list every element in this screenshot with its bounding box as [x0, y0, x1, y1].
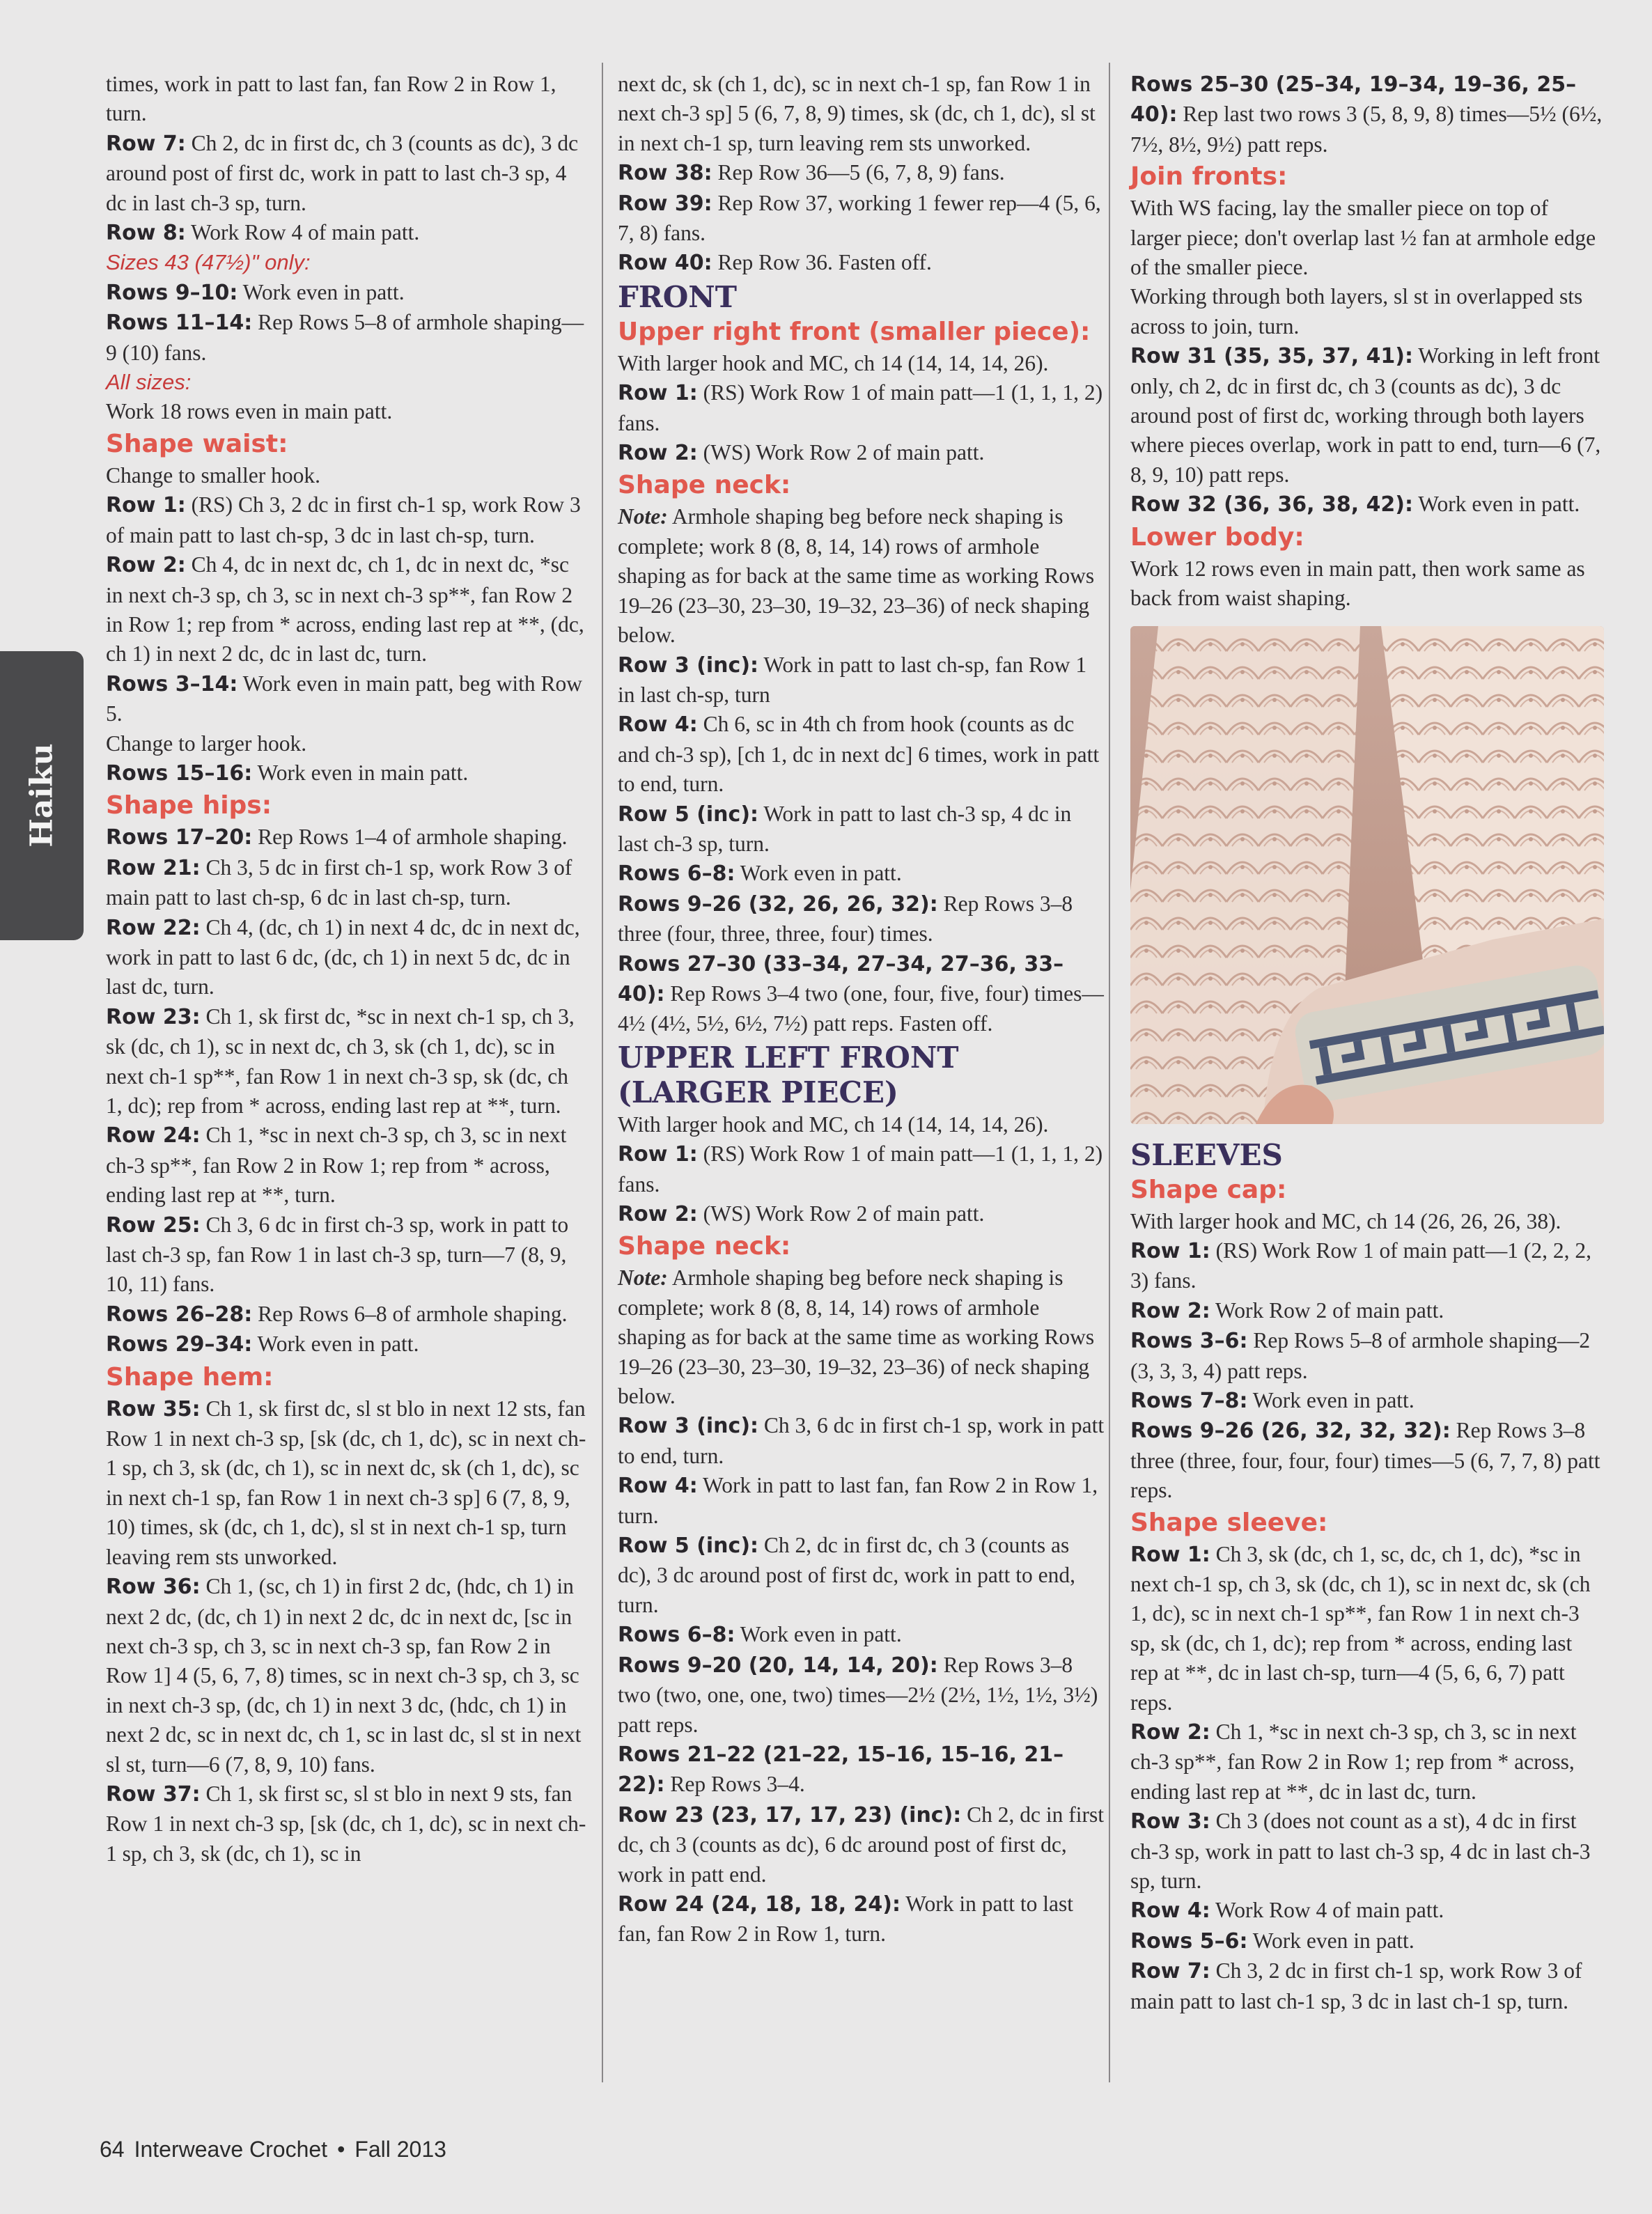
row-text: (RS) Work Row 1 of main patt—1 (1, 1, 1, 2) fans. [618, 1141, 1103, 1196]
page-number: 64 [100, 2137, 125, 2162]
row-text: Change to smaller hook. [106, 462, 320, 488]
instruction-row [618, 349, 1105, 378]
instruction-row [106, 1121, 586, 1210]
row-text: With larger hook and MC, ch 14 (14, 14, 14, 26). [618, 1112, 1049, 1137]
instruction-row [1130, 1540, 1604, 1717]
instruction-row [618, 1651, 1105, 1740]
row-label: Row 39: [618, 191, 712, 216]
row-text: Work even in patt. [1247, 1928, 1415, 1953]
column-2 [618, 70, 1105, 1949]
instruction-row [106, 550, 586, 669]
row-label: Row 31 (35, 35, 37, 41): [1130, 344, 1413, 369]
row-label: Row 5 (inc): [618, 802, 759, 827]
row-text: Rep Rows 3–4. [664, 1772, 805, 1797]
row-label: Row 25: [106, 1213, 201, 1238]
section-heading: Shape waist: [106, 429, 288, 458]
instruction-row [618, 1139, 1105, 1199]
instruction-row [618, 1199, 1105, 1229]
instruction-row [618, 650, 1105, 710]
instruction-row [106, 1002, 586, 1121]
section-heading: Lower body: [1130, 522, 1304, 552]
row-text: Armhole shaping beg before neck shaping is complete; work 8 (8, 8, 14, 14) rows of armhole shaping as for back at the same time as working Rows 19–26 (23–30, 23–30, 19–32, 23–36) of neck shaping below. [618, 504, 1095, 648]
row-label: Row 1: [618, 381, 698, 406]
row-text: Ch 3, 2 dc in first ch-1 sp, work Row 3 of main patt to last ch-1 sp, 3 dc in last ch-1 sp, turn. [1130, 1958, 1582, 2013]
instruction-row [618, 889, 1105, 949]
row-label: Row 35: [106, 1396, 201, 1421]
footer-bullet: • [337, 2137, 345, 2162]
instruction-row [618, 1740, 1105, 1800]
instruction-row [618, 1263, 1105, 1411]
row-text: Ch 1, sk first sc, sl st blo in next 9 sts, fan Row 1 in next ch-3 sp, [sk (dc, ch 1, dc), sc in next ch-1 sp, ch 3, sk (dc, ch 1), sc in [106, 1781, 586, 1866]
instruction-row [1130, 1236, 1604, 1296]
row-text: Ch 2, dc in first dc, ch 3 (counts as dc), 6 dc around post of first dc, work in patt end. [618, 1802, 1105, 1887]
row-label: Rows 9–26 (32, 26, 26, 32): [618, 891, 938, 917]
row-text: (RS) Work Row 1 of main patt—1 (2, 2, 2, 3) fans. [1130, 1238, 1591, 1293]
row-text: Work even in patt. [735, 1622, 902, 1647]
column-divider [602, 63, 603, 2082]
garment-photo [1130, 626, 1604, 1124]
row-text: Change to larger hook. [106, 731, 307, 756]
row-label: Rows 7–8: [1130, 1388, 1248, 1413]
instruction-row [618, 1110, 1105, 1139]
row-text: Work in patt to last ch-sp, fan Row 1 in last ch-sp, turn [618, 652, 1087, 707]
row-label: Row 38: [618, 161, 712, 186]
row-label: Row 3: [1130, 1809, 1210, 1834]
instruction-row [1130, 1956, 1604, 2016]
row-label: Rows 3–6: [1130, 1329, 1248, 1354]
row-label: Row 1: [1130, 1542, 1210, 1567]
row-label: Rows 21–22 (21–22, 15–16, 15–16, 21–22): [618, 1742, 1064, 1798]
row-label: Row 2: [618, 441, 698, 466]
instruction-row [106, 853, 586, 913]
row-label: Row 4: [1130, 1899, 1210, 1924]
row-label: Row 21: [106, 855, 201, 880]
row-text: With larger hook and MC, ch 14 (26, 26, 26, 38). [1130, 1208, 1561, 1233]
row-text: Rep Rows 6–8 of armhole shaping. [252, 1301, 568, 1326]
row-text: Work even in patt. [1413, 492, 1580, 517]
row-text: Work Row 2 of main patt. [1210, 1297, 1444, 1323]
row-text: Ch 1, *sc in next ch-3 sp, ch 3, sc in next ch-3 sp**, fan Row 2 in Row 1; rep from * across, ending last rep at **, dc in last dc, turn. [1130, 1720, 1577, 1804]
instruction-row [1130, 1296, 1604, 1326]
row-text: Working through both layers, sl st in overlapped sts across to join, turn. [1130, 284, 1583, 338]
instruction-row [106, 308, 586, 368]
row-label: Row 3 (inc): [618, 653, 759, 678]
row-text: Work even in patt. [237, 279, 405, 304]
issue-date: Fall 2013 [354, 2137, 446, 2162]
section-heading: Shape neck: [618, 1232, 791, 1261]
row-text: Work in patt to last ch-3 sp, 4 dc in last ch-3 sp, turn. [618, 801, 1072, 856]
row-text: Work in patt to last fan, fan Row 2 in Row 1, turn. [618, 1473, 1098, 1528]
row-text: Rep Rows 3–4 two (one, four, five, four) times—4½ (4½, 5½, 6½, 7½) patt reps. Fasten off. [618, 981, 1104, 1036]
major-heading: FRONT [618, 279, 737, 314]
row-text: (WS) Work Row 2 of main patt. [697, 1201, 985, 1226]
row-label: Row 2: [1130, 1720, 1210, 1745]
row-text: Rep Row 37, working 1 fewer rep—4 (5, 6, 7, 8) fans. [618, 190, 1101, 246]
instruction-row [106, 1394, 586, 1572]
major-heading: SLEEVES [1130, 1137, 1283, 1172]
row-text: Work even in patt. [1247, 1387, 1415, 1412]
instruction-row [1130, 1896, 1604, 1926]
column-divider [1109, 63, 1110, 2082]
row-text: Work 18 rows even in main patt. [106, 399, 393, 424]
instruction-row [1130, 1416, 1604, 1505]
row-text: Rep Rows 3–8 two (two, one, one, two) times—2½ (2½, 1½, 1½, 3½) patt reps. [618, 1652, 1098, 1737]
instruction-row [1130, 1326, 1604, 1386]
row-label: Rows 26–28: [106, 1302, 253, 1327]
instruction-row [618, 438, 1105, 468]
row-label: Row 32 (36, 36, 38, 42): [1130, 492, 1413, 517]
row-label: Row 1: [618, 1142, 698, 1167]
row-text: (RS) Ch 3, 2 dc in first ch-1 sp, work Row 3 of main patt to last ch-sp, 3 dc in last ch-sp, turn. [106, 492, 581, 547]
instruction-row [106, 823, 586, 852]
instruction-row [1130, 341, 1604, 490]
row-text: Working in left front only, ch 2, dc in first dc, ch 3 (counts as dc), 3 dc around post of first dc, working through both layers where pieces overlap, work in patt to end, turn—6 (7, 8, 9, 10) patt reps. [1130, 343, 1601, 487]
row-text: times, work in patt to last fan, fan Row 2 in Row 1, turn. [106, 72, 556, 126]
row-text: Rep Rows 3–8 three (four, three, three, four) times. [618, 891, 1073, 946]
row-label: Rows 11–14: [106, 311, 253, 336]
row-text: Work Row 4 of main patt. [1210, 1898, 1444, 1923]
column-1 [106, 70, 586, 1869]
row-label: Rows 5–6: [1130, 1928, 1248, 1954]
section-heading: Join fronts: [1130, 162, 1288, 192]
section-heading: Shape hips: [106, 791, 272, 820]
row-text: Rep Rows 5–8 of armhole shaping—2 (3, 3, 3, 4) patt reps. [1130, 1328, 1591, 1383]
note-label: Note: [618, 1265, 668, 1291]
instruction-row [618, 70, 1105, 158]
instruction-row [618, 1471, 1105, 1531]
instruction-row [106, 1572, 586, 1779]
row-text: next dc, sk (ch 1, dc), sc in next ch-1 sp, fan Row 1 in next ch-3 sp] 5 (6, 7, 8, 9) times, sk (dc, ch 1, dc), sl st in next ch-1 sp, turn leaving rem sts unworked. [618, 72, 1096, 155]
instruction-row [1130, 70, 1604, 159]
row-text: Armhole shaping beg before neck shaping is complete; work 8 (8, 8, 14, 14) rows of armhole shaping as for back at the same time as working Rows 19–26 (23–30, 23–30, 19–32, 23–36) of neck shaping below. [618, 1265, 1095, 1409]
row-label: Row 24 (24, 18, 18, 24): [618, 1892, 901, 1917]
instruction-row [1130, 194, 1604, 282]
row-label: Row 24: [106, 1123, 201, 1148]
lace-sleeve-image [1130, 626, 1604, 1124]
instruction-row [1130, 1807, 1604, 1896]
instruction-row [1130, 1207, 1604, 1236]
row-label: Row 7: [1130, 1959, 1210, 1984]
size-note: All sizes: [106, 370, 192, 395]
row-text: Ch 1, sk first dc, *sc in next ch-1 sp, ch 3, sk (dc, ch 1), sc in next dc, ch 3, sk (ch 1, dc), sc in next ch-1 sp**, fan Row 1 in next ch-3 sp, sk (dc, ch 1, dc); rep from * across, ending last rep at **, turn. [106, 1004, 575, 1118]
row-text: (WS) Work Row 2 of main patt. [697, 440, 985, 465]
row-text: Rep Rows 3–8 three (three, four, four, four) times—5 (6, 7, 7, 8) patt reps. [1130, 1418, 1600, 1503]
row-text: Work Row 4 of main patt. [185, 220, 420, 245]
section-tab [0, 651, 84, 940]
instruction-row [618, 710, 1105, 799]
row-text: With WS facing, lay the smaller piece on top of larger piece; don't overlap last ½ fan at armhole edge of the smaller piece. [1130, 196, 1596, 280]
instruction-row [618, 1620, 1105, 1650]
instruction-row [618, 158, 1105, 188]
section-tab-label: Haiku [24, 743, 60, 848]
instruction-row [1130, 554, 1604, 614]
row-label: Rows 3–14: [106, 671, 238, 696]
instruction-row [618, 1800, 1105, 1889]
instruction-row [618, 800, 1105, 859]
row-label: Row 4: [618, 712, 698, 738]
instruction-row [106, 1300, 586, 1330]
row-text: Ch 3, 5 dc in first ch-1 sp, work Row 3 of main patt to last ch-sp, 6 dc in last ch-sp, turn. [106, 855, 572, 910]
row-text: Ch 1, (sc, ch 1) in first 2 dc, (hdc, ch 1) in next 2 dc, (dc, ch 1) in next 2 dc, dc in next dc, [sc in next ch-3 sp, ch 3, sc in next ch-3 sp, fan Row 2 in Row 1] 4 (5, 6, 7, 8) times, sc in next ch-3 sp, ch 3, sc in next ch-3 sp, (dc, ch 1) in next 3 dc, (hdc, ch 1) in next 2 dc, sc in next dc, ch 1, sc in last dc, sl st in next sl st, turn—6 (7, 8, 9, 10) fans. [106, 1574, 582, 1777]
row-text: Ch 3, sk (dc, ch 1, sc, dc, ch 1, dc), *sc in next ch-1 sp, ch 3, sk (dc, ch 1), sc in next dc, sk (ch 1, dc), sc in next ch-1 sp**, fan Row 1 in next ch-3 sp, sk (dc, ch 1, dc); rep from * across, ending last rep at **, dc in last ch-sp, turn—4 (5, 6, 6, 7) patt reps. [1130, 1541, 1591, 1715]
row-label: Row 40: [618, 251, 712, 276]
section-heading: Shape cap: [1130, 1175, 1287, 1204]
instruction-row [1130, 490, 1604, 520]
row-label: Row 37: [106, 1782, 201, 1807]
row-label: Row 36: [106, 1575, 201, 1600]
magazine-name: Interweave Crochet [134, 2137, 328, 2162]
note-label: Note: [618, 504, 668, 529]
row-text: Ch 2, dc in first dc, ch 3 (counts as dc), 3 dc around post of first dc, work in patt to end, turn. [618, 1533, 1075, 1617]
instruction-row [618, 189, 1105, 249]
row-label: Rows 29–34: [106, 1332, 253, 1357]
instruction-row [1130, 1717, 1604, 1807]
row-label: Row 8: [106, 221, 186, 246]
row-text: Ch 3, 6 dc in first ch-3 sp, work in patt to last ch-3 sp, fan Row 1 in last ch-3 sp, turn—7 (8, 9, 10, 11) fans. [106, 1212, 569, 1297]
section-heading: Shape neck: [618, 471, 791, 500]
instruction-row [106, 1779, 586, 1869]
row-text: Ch 1, sk first dc, sl st blo in next 12 sts, fan Row 1 in next ch-3 sp, [sk (dc, ch 1, dc), sc in next ch-1 sp, ch 3, sk (dc, ch 1), sc in next dc, sk (ch 1, dc), sc in next ch-1 sp, fan Row 1 in next ch-3 sp] 6 (7, 8, 9, 10) times, sk (dc, ch 1, dc), sl st in next ch-1 sp, turn leaving rem sts unworked. [106, 1396, 586, 1569]
row-text: Work even in patt. [735, 861, 902, 886]
row-label: Rows 9–26 (26, 32, 32, 32): [1130, 1419, 1451, 1444]
row-label: Row 7: [106, 131, 186, 156]
row-label: Rows 9–10: [106, 280, 238, 305]
row-text: Ch 3 (does not count as a st), 4 dc in first ch-3 sp, work in patt to last ch-3 sp, 4 dc in last ch-3 sp, turn. [1130, 1809, 1591, 1894]
row-text: Ch 1, *sc in next ch-3 sp, ch 3, sc in next ch-3 sp**, fan Row 2 in Row 1; rep from * across, ending last rep at **, turn. [106, 1123, 567, 1208]
row-text: Work 12 rows even in main patt, then work same as back from waist shaping. [1130, 556, 1585, 611]
row-text: Rep Rows 5–8 of armhole shaping—9 (10) fans. [106, 310, 584, 365]
section-heading: Shape hem: [106, 1362, 274, 1391]
column-3-top [1130, 70, 1604, 614]
instruction-row [618, 378, 1105, 438]
instruction-row [1130, 282, 1604, 341]
instruction-row [1130, 1386, 1604, 1416]
row-label: Row 1: [106, 493, 186, 518]
row-text: Rep Row 36—5 (6, 7, 8, 9) fans. [712, 160, 1005, 185]
row-text: Ch 3, 6 dc in first ch-1 sp, work in patt to end, turn. [618, 1413, 1105, 1468]
size-note: Sizes 43 (47½)" only: [106, 250, 311, 275]
row-text: Ch 4, (dc, ch 1) in next 4 dc, dc in next dc, work in patt to last 6 dc, (dc, ch 1) in next 5 dc, dc in last dc, turn. [106, 914, 580, 999]
row-text: Ch 2, dc in first dc, ch 3 (counts as dc), 3 dc around post of first dc, work in patt to last ch-3 sp, 4 dc in last ch-3 sp, turn. [106, 130, 579, 215]
instruction-row [106, 278, 586, 308]
instruction-row [106, 490, 586, 550]
page-footer [100, 2137, 456, 2162]
row-text: Rep last two rows 3 (5, 8, 9, 8) times—5½ (6½, 7½, 8½, 9½) patt reps. [1130, 102, 1603, 157]
instruction-row [106, 129, 586, 218]
row-label: Row 1: [1130, 1238, 1210, 1263]
row-text: Work even in main patt, beg with Row 5. [106, 671, 583, 726]
row-label: Rows 17–20: [106, 825, 253, 850]
section-heading: Upper right front (smaller piece): [618, 317, 1091, 346]
row-text: Work in patt to last fan, fan Row 2 in Row 1, turn. [618, 1891, 1073, 1947]
instruction-row [106, 1330, 586, 1359]
row-text: With larger hook and MC, ch 14 (14, 14, 14, 26). [618, 350, 1049, 375]
instruction-row [618, 1889, 1105, 1949]
row-label: Row 4: [618, 1474, 698, 1499]
row-text: Ch 4, dc in next dc, ch 1, dc in next dc, *sc in next ch-3 sp, ch 3, sc in next ch-3 sp**, fan Row 2 in Row 1; rep from * across, ending last rep at **, (dc, ch 1) in next 2 dc, dc in last dc, turn. [106, 552, 584, 666]
row-label: Row 5 (inc): [618, 1534, 759, 1559]
row-label: Rows 27–30 (33–34, 27–34, 27–36, 33–40): [618, 951, 1064, 1006]
instruction-row [106, 1210, 586, 1300]
instruction-row [106, 758, 586, 788]
row-label: Row 2: [106, 553, 186, 578]
instruction-row [618, 859, 1105, 889]
row-label: Row 2: [1130, 1298, 1210, 1323]
row-label: Rows 9–20 (20, 14, 14, 20): [618, 1653, 938, 1678]
instruction-row [618, 502, 1105, 650]
column-3-bottom [1130, 1138, 1604, 2017]
row-label: Rows 6–8: [618, 862, 735, 887]
column-3 [1130, 70, 1604, 2016]
row-label: Rows 6–8: [618, 1623, 735, 1648]
row-label: Rows 25–30 (25–34, 19–34, 19–36, 25–40): [1130, 72, 1577, 127]
row-label: Row 23 (23, 17, 17, 23) (inc): [618, 1802, 962, 1827]
instruction-row [106, 729, 586, 758]
section-heading: Shape sleeve: [1130, 1508, 1328, 1537]
instruction-row [618, 1411, 1105, 1471]
instruction-row [106, 218, 586, 248]
instruction-row [618, 949, 1105, 1039]
row-label: Row 3 (inc): [618, 1414, 759, 1439]
row-text: Rep Row 36. Fasten off. [712, 250, 932, 275]
row-text: Work even in patt. [252, 1332, 419, 1357]
instruction-row [106, 461, 586, 490]
major-heading: UPPER LEFT FRONT (LARGER PIECE) [618, 1040, 959, 1109]
instruction-row [1130, 1926, 1604, 1956]
row-text: (RS) Work Row 1 of main patt—1 (1, 1, 1, 2) fans. [618, 380, 1103, 435]
row-text: Work even in main patt. [252, 760, 469, 785]
row-label: Row 23: [106, 1004, 201, 1029]
row-text: Ch 6, sc in 4th ch from hook (counts as dc and ch-3 sp), [ch 1, dc in next dc] 6 times, work in patt to end, turn. [618, 712, 1100, 797]
row-label: Rows 15–16: [106, 761, 253, 786]
row-label: Row 2: [618, 1202, 698, 1226]
instruction-row [618, 248, 1105, 278]
instruction-row [618, 1531, 1105, 1620]
instruction-row [106, 913, 586, 1002]
row-text: Rep Rows 1–4 of armhole shaping. [252, 825, 568, 850]
instruction-row [106, 669, 586, 729]
row-label: Row 22: [106, 915, 201, 940]
instruction-row [106, 397, 586, 426]
instruction-row [106, 70, 586, 129]
